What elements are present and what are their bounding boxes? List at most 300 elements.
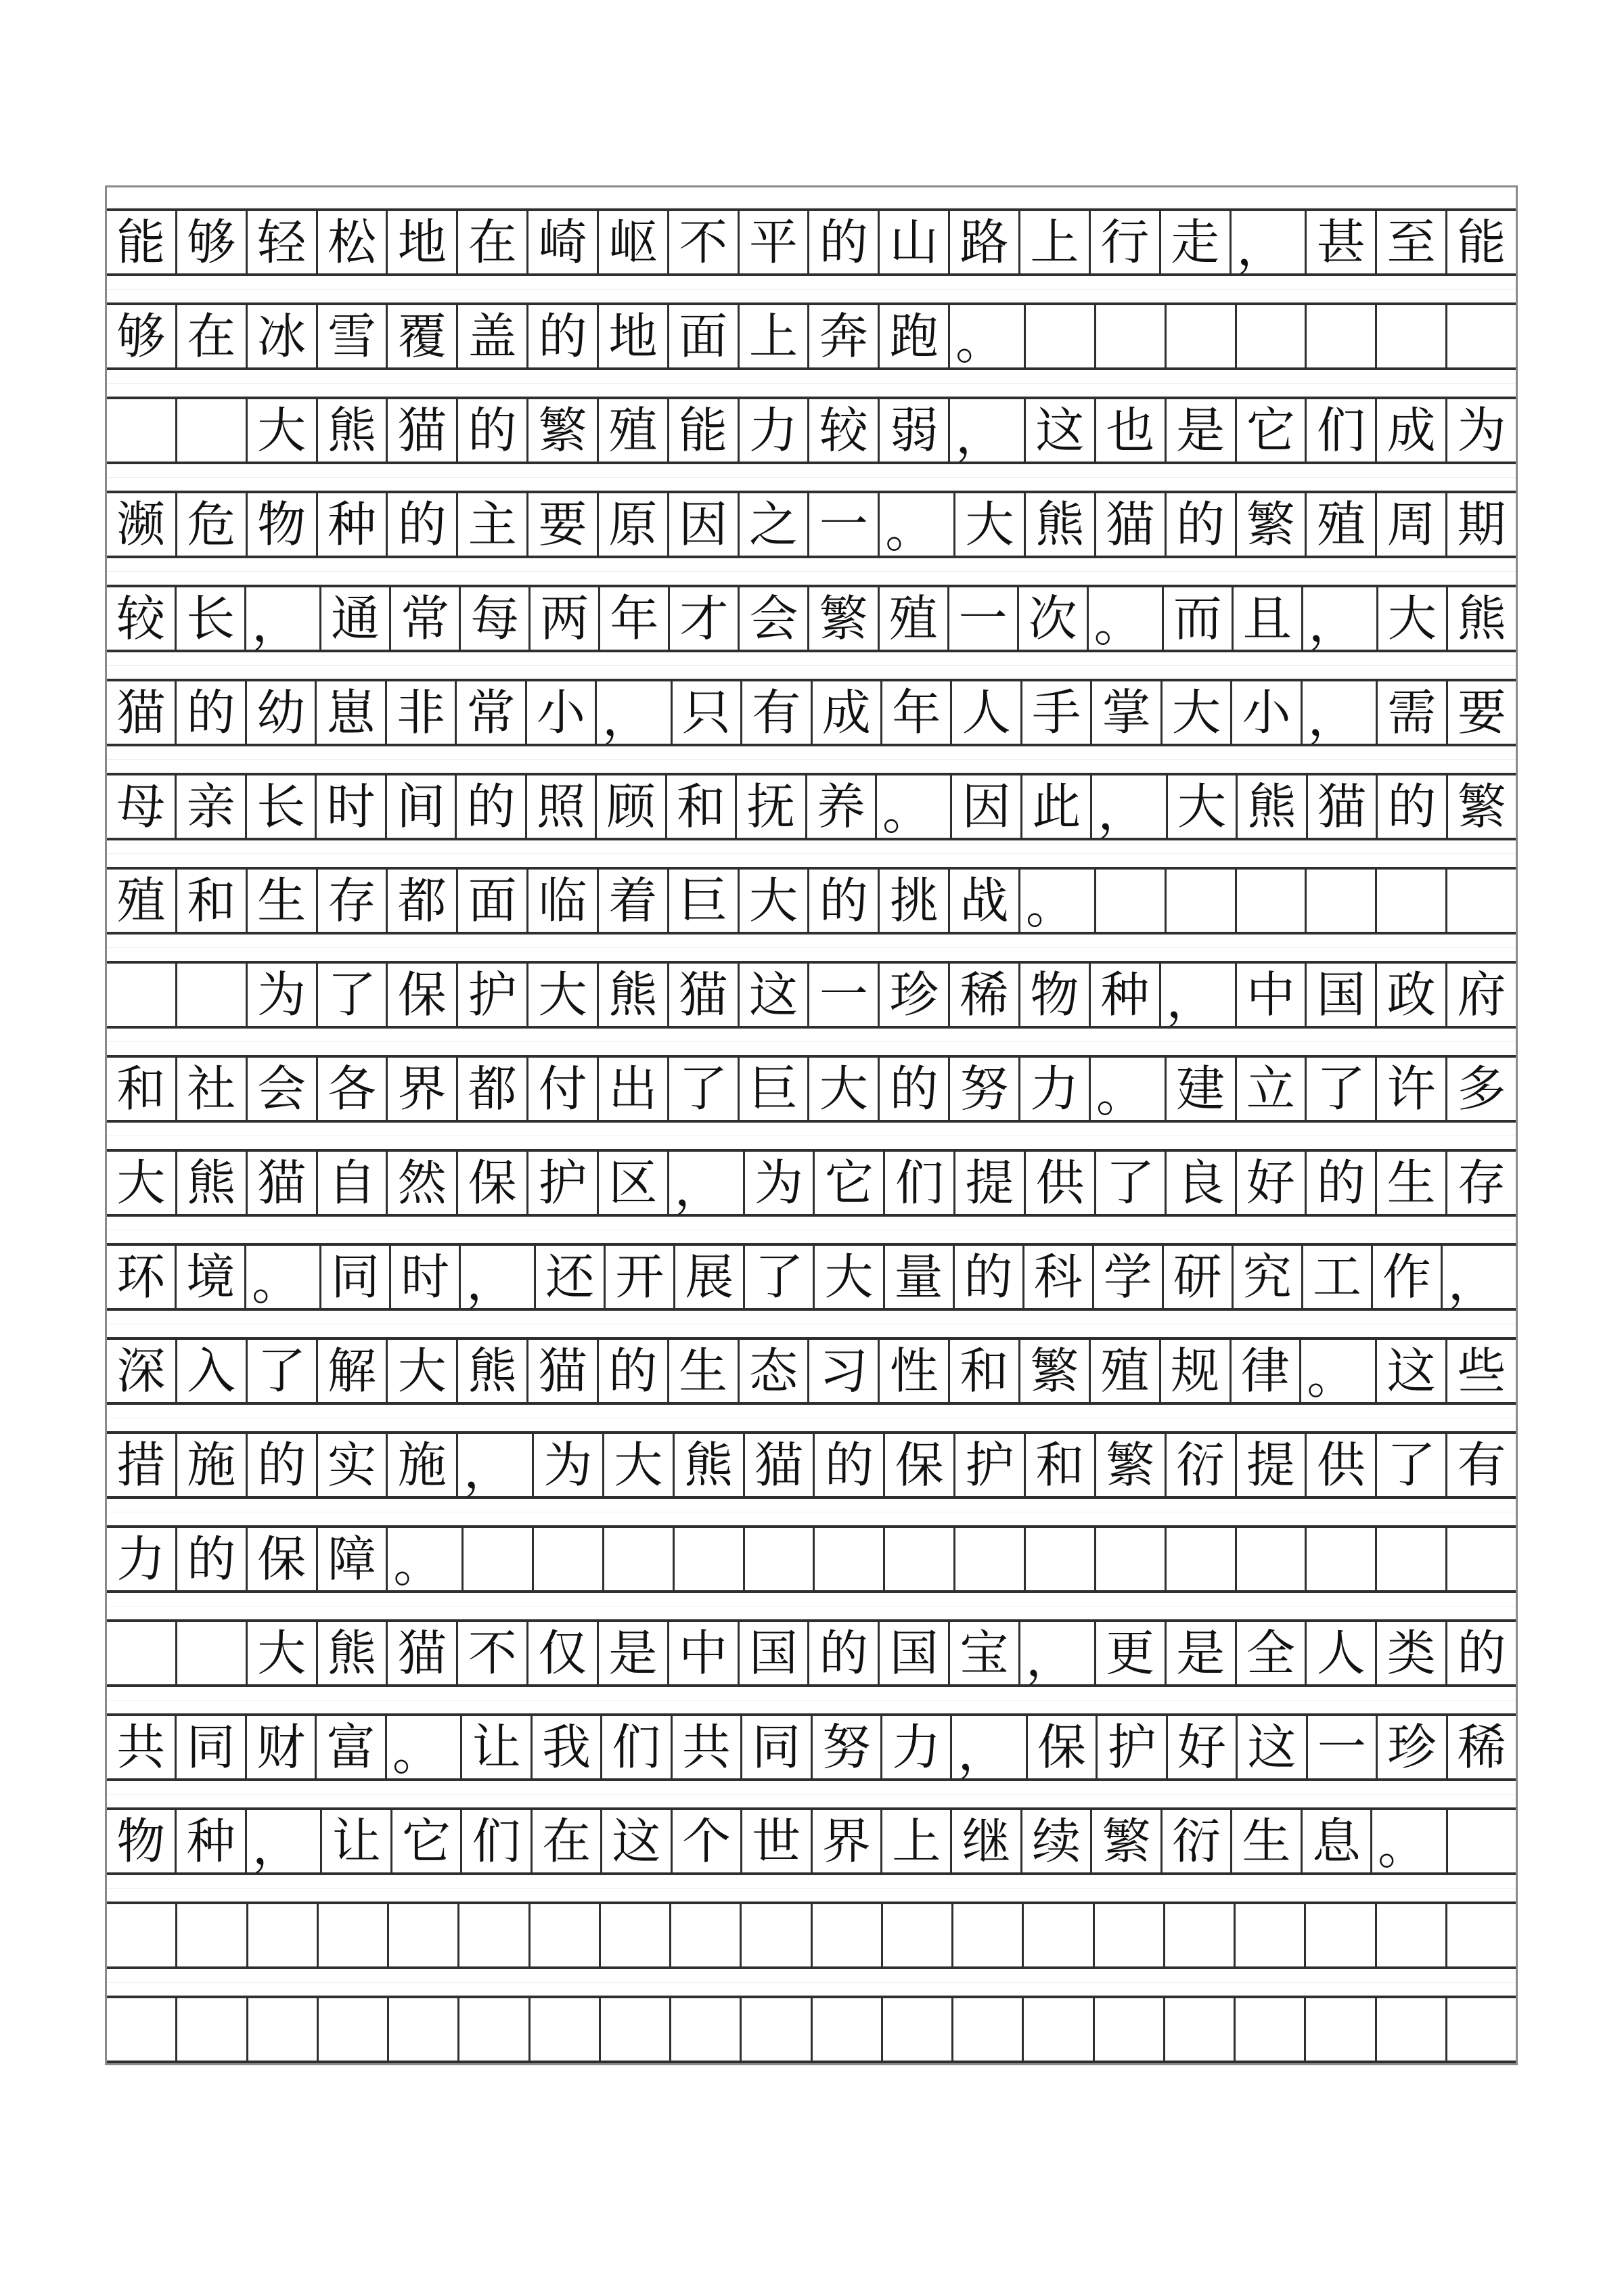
grid-cell: 母 (107, 775, 177, 838)
grid-cell: 生 (669, 1340, 740, 1402)
grid-row (107, 1149, 1516, 1217)
row-gap-strip (107, 1405, 1516, 1431)
grid-cell: 了 (1307, 1058, 1377, 1120)
grid-cell: 地 (599, 305, 669, 367)
grid-cell-empty (107, 399, 177, 462)
grid-cell: 有 (1457, 1437, 1506, 1493)
grid-row (107, 208, 1516, 276)
grid-cell: ， (247, 1810, 322, 1872)
row-gap-strip (107, 464, 1516, 491)
grid-cell: 的 (809, 1622, 880, 1684)
grid-row (107, 1337, 1516, 1405)
grid-cell-empty (742, 1998, 812, 2061)
grid-cell: 着 (599, 870, 669, 932)
grid-cell: 熊 (458, 1340, 528, 1402)
grid-row (107, 1243, 1516, 1311)
grid-cell: 。 (1301, 1340, 1377, 1402)
grid-cell: 都 (388, 870, 458, 932)
grid-cell: 是 (1167, 399, 1237, 462)
grid-cell-empty (742, 1904, 812, 1966)
grid-cell: 珍 (1378, 1716, 1447, 1778)
grid-cell: 养 (807, 775, 877, 838)
grid-cell: 了 (1096, 1152, 1167, 1214)
grid-cell-empty (1447, 870, 1516, 932)
grid-cell: 力 (1020, 1058, 1091, 1120)
grid-cell: 殖 (1091, 1340, 1161, 1402)
grid-cell-empty (459, 1998, 530, 2061)
grid-row (107, 961, 1516, 1029)
grid-cell: 要 (1457, 684, 1506, 741)
grid-cell: 。 (880, 493, 955, 556)
grid-cell: 实 (318, 1434, 388, 1496)
grid-cell: 大 (809, 1058, 880, 1120)
grid-cell: 。 (877, 775, 952, 838)
grid-cell: 照 (527, 775, 597, 838)
row-gap-strip (107, 558, 1516, 585)
grid-cell: 继 (952, 1810, 1022, 1872)
grid-cell: 的 (1307, 1152, 1377, 1214)
grid-cell: 都 (458, 1058, 528, 1120)
grid-cell: 因 (952, 775, 1022, 838)
grid-cell: 稀 (1457, 1719, 1506, 1776)
grid-cell-empty (534, 1528, 604, 1590)
grid-cell: 同 (742, 1716, 812, 1778)
grid-cell: 在 (458, 211, 528, 273)
grid-cell: 行 (1091, 211, 1161, 273)
grid-cell: 续 (1022, 1810, 1092, 1872)
grid-cell: 且 (1234, 587, 1303, 650)
grid-cell-empty (1096, 870, 1167, 932)
grid-row (107, 1996, 1516, 2063)
grid-cell-empty (1447, 305, 1516, 367)
row-gap-strip (107, 1123, 1516, 1149)
grid-cell: 我 (533, 1716, 602, 1778)
grid-cell: 常 (457, 681, 526, 744)
grid-cell-empty (883, 1904, 953, 1966)
grid-cell-empty (1237, 305, 1307, 367)
grid-cell: ， (458, 1434, 534, 1496)
grid-cell: 政 (1377, 964, 1447, 1026)
grid-cell-empty (1447, 1998, 1516, 2061)
grid-cell: 路 (950, 211, 1020, 273)
grid-cell: 人 (952, 681, 1022, 744)
grid-cell: 的 (809, 211, 880, 273)
grid-cell: 成 (1377, 399, 1447, 462)
grid-cell: 繁 (1020, 1340, 1091, 1402)
grid-cell-empty (883, 1998, 953, 2061)
grid-cell: 猫 (248, 1152, 318, 1214)
row-gap-strip (107, 1687, 1516, 1713)
grid-cell: 熊 (675, 1434, 745, 1496)
grid-row (107, 679, 1516, 746)
grid-cell: 付 (528, 1058, 599, 1120)
grid-cell: 障 (318, 1528, 388, 1590)
grid-cell: 的 (388, 493, 458, 556)
row-gap-strip (107, 1311, 1516, 1337)
grid-cell: 保 (458, 1152, 528, 1214)
grid-cell: 的 (1378, 775, 1447, 838)
grid-cell: 们 (462, 1810, 532, 1872)
row-gap-strip (107, 935, 1516, 961)
grid-cell-empty (604, 1528, 675, 1590)
grid-cell: 两 (531, 587, 600, 650)
grid-cell: 生 (1232, 1810, 1302, 1872)
grid-cell: 一 (949, 587, 1019, 650)
manuscript-grid-sheet (105, 185, 1518, 2065)
grid-cell: 究 (1234, 1246, 1303, 1308)
grid-cell: 种 (177, 1810, 246, 1872)
grid-cell: 年 (600, 587, 670, 650)
grid-cell: 这 (740, 964, 810, 1026)
grid-cell: 生 (248, 870, 318, 932)
grid-cell: 猫 (388, 1622, 458, 1684)
grid-cell: ， (1020, 1622, 1096, 1684)
grid-cell: 也 (1096, 399, 1167, 462)
grid-cell: 大 (1168, 775, 1238, 838)
grid-cell: 不 (669, 211, 740, 273)
grid-cell: 小 (1232, 681, 1302, 744)
grid-cell: 掌 (1092, 681, 1162, 744)
grid-cell: 年 (882, 681, 952, 744)
grid-cell-empty (1095, 1998, 1165, 2061)
grid-cell: 它 (815, 1152, 885, 1214)
grid-cell: 物 (1020, 964, 1091, 1026)
grid-cell: 奔 (809, 305, 880, 367)
grid-cell: ， (669, 1152, 745, 1214)
grid-cell: 好 (1237, 1152, 1307, 1214)
grid-cell-empty (1377, 1528, 1447, 1590)
grid-cell: 只 (673, 681, 742, 744)
grid-cell: 较 (809, 399, 880, 462)
grid-cell: 共 (107, 1716, 177, 1778)
grid-cell: 态 (740, 1340, 810, 1402)
row-gap-strip (107, 652, 1516, 679)
grid-cell: 的 (880, 1058, 950, 1120)
grid-cell-empty (1237, 1528, 1307, 1590)
grid-cell: 面 (669, 305, 740, 367)
grid-cell: 中 (669, 1622, 740, 1684)
grid-cell-empty (177, 399, 248, 462)
grid-cell: 护 (458, 964, 528, 1026)
grid-cell: ， (1092, 775, 1167, 838)
grid-cell: 大 (740, 870, 810, 932)
grid-cell: 临 (528, 870, 599, 932)
grid-cell: 各 (318, 1058, 388, 1120)
grid-cell: 它 (392, 1810, 462, 1872)
row-gap-strip (107, 840, 1516, 867)
grid-cell-empty (1096, 305, 1167, 367)
grid-cell: 世 (742, 1810, 812, 1872)
grid-cell: 施 (388, 1434, 458, 1496)
grid-cell: 周 (1377, 493, 1447, 556)
grid-row (107, 1055, 1516, 1123)
grid-cell: 区 (599, 1152, 669, 1214)
grid-cell: 崽 (317, 681, 386, 744)
grid-cell: 这 (602, 1810, 672, 1872)
grid-cell-empty (1167, 305, 1237, 367)
grid-cell: 习 (809, 1340, 880, 1402)
row-gap-strip (107, 276, 1516, 302)
row-gap-strip (107, 370, 1516, 397)
row-gap-strip (107, 746, 1516, 773)
grid-cell: 较 (107, 587, 177, 650)
grid-cell-empty (1377, 870, 1447, 932)
grid-cell: 会 (248, 1058, 318, 1120)
grid-cell: 珍 (880, 964, 950, 1026)
grid-cell: 大 (248, 1622, 318, 1684)
grid-cell: 熊 (177, 1152, 248, 1214)
grid-cell: 的 (177, 1528, 248, 1590)
grid-cell: 规 (1161, 1340, 1232, 1402)
grid-cell: 人 (1307, 1622, 1377, 1684)
grid-cell: 和 (950, 1340, 1020, 1402)
grid-cell: 学 (1094, 1246, 1164, 1308)
grid-cell: 巨 (740, 1058, 810, 1120)
grid-cell: 。 (388, 1528, 464, 1590)
grid-cell: ， (1303, 587, 1378, 650)
grid-cell: 殖 (880, 587, 949, 650)
grid-cell: 间 (387, 775, 457, 838)
grid-cell: 律 (1232, 1340, 1302, 1402)
grid-cell: 类 (1377, 1622, 1447, 1684)
grid-cell: 战 (950, 870, 1020, 932)
grid-cell: 顾 (597, 775, 667, 838)
grid-cell-empty (459, 1904, 530, 1966)
grid-row (107, 1713, 1516, 1781)
grid-cell: 许 (1377, 1058, 1447, 1120)
grid-cell: ， (461, 1246, 536, 1308)
grid-cell: 界 (388, 1058, 458, 1120)
grid-cell: 自 (318, 1152, 388, 1214)
grid-cell: 殖 (599, 399, 669, 462)
grid-cell: 熊 (1457, 590, 1506, 647)
row-gap-strip (107, 1499, 1516, 1525)
grid-cell-empty (953, 1904, 1024, 1966)
grid-cell: 抚 (737, 775, 807, 838)
grid-cell: ， (1232, 211, 1307, 273)
grid-cell: 种 (318, 493, 388, 556)
grid-cell-empty (815, 1528, 885, 1590)
grid-cell: 熊 (1238, 775, 1307, 838)
grid-cell-empty (813, 1998, 883, 2061)
grid-row (107, 1431, 1516, 1499)
grid-row (107, 491, 1516, 558)
grid-cell: 了 (1377, 1434, 1447, 1496)
grid-cell: 地 (388, 211, 458, 273)
grid-cell: 环 (107, 1246, 177, 1308)
grid-cell: 立 (1237, 1058, 1307, 1120)
grid-cell: 宝 (950, 1622, 1020, 1684)
grid-cell: 了 (745, 1246, 815, 1308)
grid-cell: 常 (391, 587, 461, 650)
grid-cell: 提 (955, 1152, 1026, 1214)
grid-cell: 大 (815, 1246, 884, 1308)
grid-cell-empty (107, 964, 177, 1026)
grid-cell: 个 (673, 1810, 742, 1872)
grid-cell: 研 (1164, 1246, 1234, 1308)
grid-cell-empty (1447, 1904, 1516, 1966)
grid-cell-empty (531, 1998, 601, 2061)
grid-cell: 繁 (1096, 1434, 1167, 1496)
grid-cell: 仅 (528, 1622, 599, 1684)
grid-cell: 和 (667, 775, 737, 838)
grid-cell: 繁 (1457, 778, 1506, 835)
grid-cell: 崎 (528, 211, 599, 273)
grid-cell-empty (1377, 1904, 1447, 1966)
grid-cell: 猫 (1308, 775, 1378, 838)
grid-cell: 的 (1167, 493, 1237, 556)
grid-cell-empty (671, 1998, 742, 2061)
grid-cell: 繁 (528, 399, 599, 462)
grid-cell: 然 (388, 1152, 458, 1214)
grid-cell: 。 (387, 1716, 462, 1778)
grid-cell: 猫 (528, 1340, 599, 1402)
grid-cell: 府 (1457, 966, 1506, 1023)
grid-cell: 亲 (177, 775, 246, 838)
grid-cell: 不 (458, 1622, 528, 1684)
grid-cell: 出 (599, 1058, 669, 1120)
grid-row (107, 1901, 1516, 1969)
grid-cell: 次 (1019, 587, 1089, 650)
grid-cell: 些 (1457, 1343, 1506, 1399)
grid-cell-empty (1024, 1998, 1094, 2061)
grid-cell: ， (1303, 681, 1378, 744)
grid-cell: 熊 (318, 1622, 388, 1684)
grid-cell: 长 (247, 775, 317, 838)
grid-cell: 岖 (599, 211, 669, 273)
grid-cell: 走 (1161, 211, 1232, 273)
grid-cell: 共 (673, 1716, 742, 1778)
grid-cell: 的 (599, 1340, 669, 1402)
grid-cell: 在 (177, 305, 248, 367)
grid-cell-empty (1447, 1528, 1516, 1590)
grid-cell: 时 (391, 1246, 461, 1308)
grid-cell: 面 (458, 870, 528, 932)
grid-cell: 为 (534, 1434, 604, 1496)
grid-cell: 上 (1020, 211, 1091, 273)
grid-cell: ， (246, 587, 321, 650)
grid-cell: 存 (318, 870, 388, 932)
grid-cell: 展 (675, 1246, 745, 1308)
grid-cell-empty (177, 1904, 248, 1966)
grid-row (107, 867, 1516, 935)
grid-cell-empty (389, 1904, 459, 1966)
grid-cell-empty (107, 1998, 177, 2061)
grid-cell: 大 (1378, 587, 1448, 650)
grid-cell: 熊 (318, 399, 388, 462)
grid-cell: 之 (740, 493, 810, 556)
grid-cell: 为 (745, 1152, 815, 1214)
grid-cell: 猫 (107, 681, 177, 744)
grid-cell-empty (745, 1528, 815, 1590)
grid-cell: ， (597, 681, 672, 744)
grid-cell: 会 (740, 587, 809, 650)
grid-cell: 措 (107, 1434, 177, 1496)
grid-cell-empty (464, 1528, 534, 1590)
grid-cell-empty (671, 1904, 742, 1966)
grid-cell: 和 (1026, 1434, 1096, 1496)
grid-cell: 这 (1238, 1716, 1307, 1778)
grid-cell: 是 (599, 1622, 669, 1684)
grid-cell: 性 (880, 1340, 950, 1402)
grid-cell: 而 (1164, 587, 1234, 650)
grid-cell-empty (1306, 1998, 1376, 2061)
grid-cell: 主 (458, 493, 528, 556)
grid-cell: 殖 (1307, 493, 1377, 556)
grid-cell: 一 (809, 493, 880, 556)
grid-cell: 盖 (458, 305, 528, 367)
grid-cell: 。 (1089, 587, 1164, 650)
grid-cell: 建 (1167, 1058, 1237, 1120)
grid-cell: 时 (317, 775, 386, 838)
grid-cell-empty (107, 1904, 177, 1966)
grid-cell-empty (955, 1528, 1026, 1590)
grid-cell: 手 (1022, 681, 1092, 744)
grid-cell-empty (177, 964, 248, 1026)
grid-cell: 殖 (107, 870, 177, 932)
grid-cell: 挑 (880, 870, 950, 932)
grid-cell: 力 (107, 1528, 177, 1590)
grid-cell: 国 (880, 1622, 950, 1684)
grid-cell-empty (1307, 1528, 1377, 1590)
grid-cell: 小 (527, 681, 597, 744)
row-gap-strip (107, 1969, 1516, 1996)
grid-cell: 大 (604, 1434, 675, 1496)
grid-cell: 努 (813, 1716, 882, 1778)
row-gap-strip (107, 1029, 1516, 1055)
grid-row (107, 302, 1516, 370)
grid-cell: 的 (809, 870, 880, 932)
grid-cell-empty (1236, 1904, 1306, 1966)
grid-cell-empty (177, 1622, 248, 1684)
grid-cell: 够 (177, 211, 248, 273)
grid-cell: 中 (1237, 964, 1307, 1026)
grid-cell-empty (1167, 870, 1237, 932)
grid-row (107, 397, 1516, 464)
grid-cell: 让 (462, 1716, 532, 1778)
grid-cell: 濒 (107, 493, 177, 556)
grid-cell-empty (1096, 1528, 1167, 1590)
grid-cell-empty (1306, 1904, 1376, 1966)
grid-cell-empty (1026, 305, 1096, 367)
grid-cell: 保 (248, 1528, 318, 1590)
grid-cell: 为 (1457, 402, 1506, 459)
grid-cell: 。 (1020, 870, 1096, 932)
grid-cell: 繁 (1237, 493, 1307, 556)
grid-cell: 力 (882, 1716, 952, 1778)
grid-cell: 幼 (247, 681, 317, 744)
grid-cell: 种 (1091, 964, 1161, 1026)
grid-cell-empty (1307, 870, 1377, 932)
grid-cell: 科 (1024, 1246, 1094, 1308)
grid-cell: 猫 (669, 964, 740, 1026)
grid-cell: 富 (317, 1716, 386, 1778)
grid-cell-empty (1165, 1998, 1236, 2061)
grid-cell: 和 (177, 870, 248, 932)
grid-cell: 的 (457, 775, 526, 838)
grid-cell-empty (601, 1998, 671, 2061)
grid-cell: 。 (1091, 1058, 1167, 1120)
grid-cell-empty (1165, 1904, 1236, 1966)
grid-cell: 繁 (1092, 1810, 1162, 1872)
grid-cell: 开 (606, 1246, 675, 1308)
grid-cell: 了 (669, 1058, 740, 1120)
grid-cell: 长 (177, 587, 246, 650)
grid-cell: 努 (950, 1058, 1020, 1120)
grid-cell: 存 (1457, 1154, 1506, 1211)
grid-cell-empty (885, 1528, 955, 1590)
grid-cell-empty (953, 1998, 1024, 2061)
